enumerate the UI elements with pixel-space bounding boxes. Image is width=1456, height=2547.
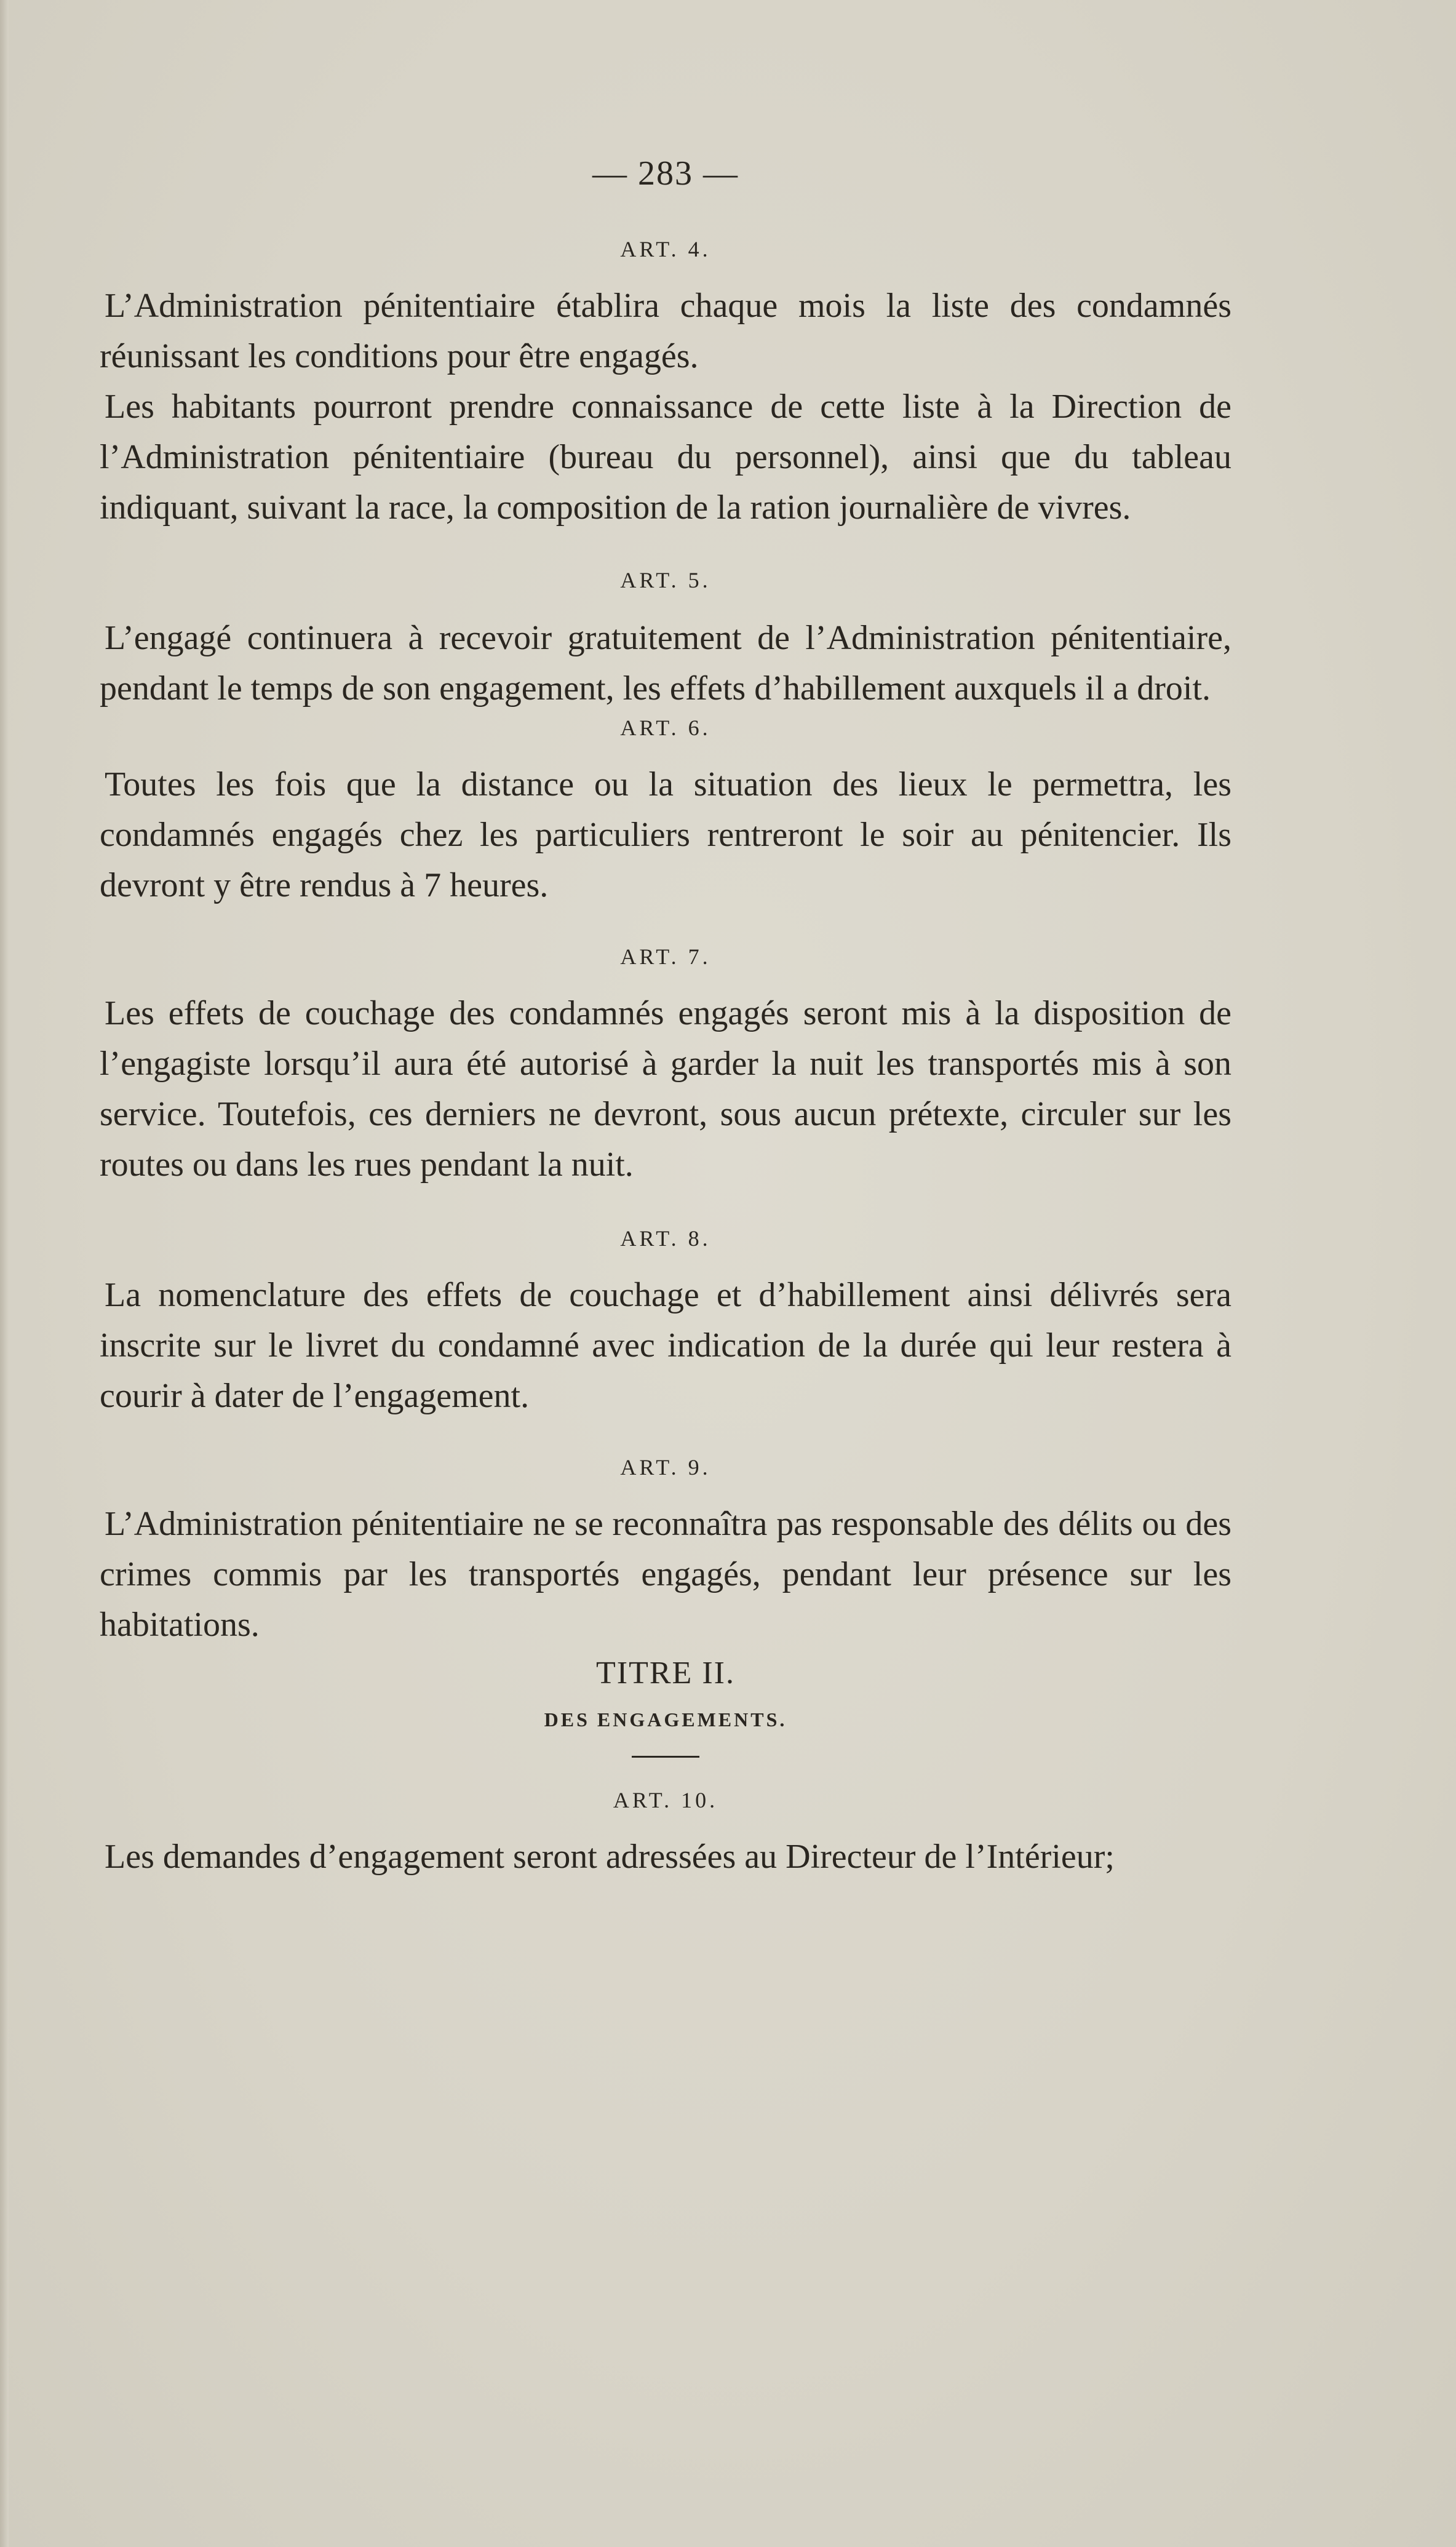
title-subheading: DES ENGAGEMENTS.: [544, 1708, 787, 1731]
article-5-heading: ART. 5.: [620, 568, 711, 592]
article-7-paragraph-1: Les effets de couchage des condamnés engagés seront mis à la disposition de l’engagiste lorsqu’il aura été autorisé à garder la nuit les transportés mis à son service. Toutefois, ces derniers ne devront, sous aucun prétexte, circuler sur les routes ou dans les rues pendant la nuit.: [100, 994, 1231, 1184]
article-9-heading: ART. 9.: [620, 1455, 711, 1480]
article-4-paragraph-2: Les habitants pourront prendre connaissance de cette liste à la Direction de l’Administration pénitentiaire (bureau du personnel), ainsi que du tableau indiquant, suivant la race, la composition de la ration journalière de vivres.: [100, 388, 1231, 527]
title-divider: [632, 1756, 699, 1758]
article-9-paragraph-1: L’Administration pénitentiaire ne se reconnaîtra pas responsable des délits ou des crimes commis par les transportés engagés, pendant leur présence sur les habitations.: [100, 1505, 1231, 1644]
page-edge-shadow: [0, 0, 9, 2547]
article-8-heading: ART. 8.: [620, 1226, 711, 1251]
article-6-paragraph-1: Toutes les fois que la distance ou la situation des lieux le permettra, les condamnés engagés chez les particuliers rentreront le soir au pénitencier. Ils devront y être rendus à 7 heures.: [100, 765, 1231, 904]
article-10-paragraph-1: Les demandes d’engagement seront adressées au Directeur de l’Intérieur;: [105, 1838, 1115, 1876]
page-content: [100, 154, 1231, 1882]
article-6-heading: ART. 6.: [620, 715, 711, 740]
article-4-paragraph-1: L’Administration pénitentiaire établira chaque mois la liste des condamnés réunissant les conditions pour être engagés.: [100, 287, 1231, 375]
article-5-paragraph-1: L’engagé continuera à recevoir gratuitement de l’Administration pénitentiaire, pendant le temps de son engagement, les effets d’habillement auxquels il a droit.: [100, 619, 1231, 708]
page-number: — 283 —: [592, 154, 739, 193]
article-7-heading: ART. 7.: [620, 944, 711, 969]
article-10-heading: ART. 10.: [613, 1788, 718, 1812]
article-4-heading: ART. 4.: [620, 237, 711, 261]
title-heading: TITRE II.: [596, 1656, 735, 1691]
article-8-paragraph-1: La nomenclature des effets de couchage et d’habillement ainsi délivrés sera inscrite sur le livret du condamné avec indication de la durée qui leur restera à courir à dater de l’engagement.: [100, 1276, 1231, 1415]
